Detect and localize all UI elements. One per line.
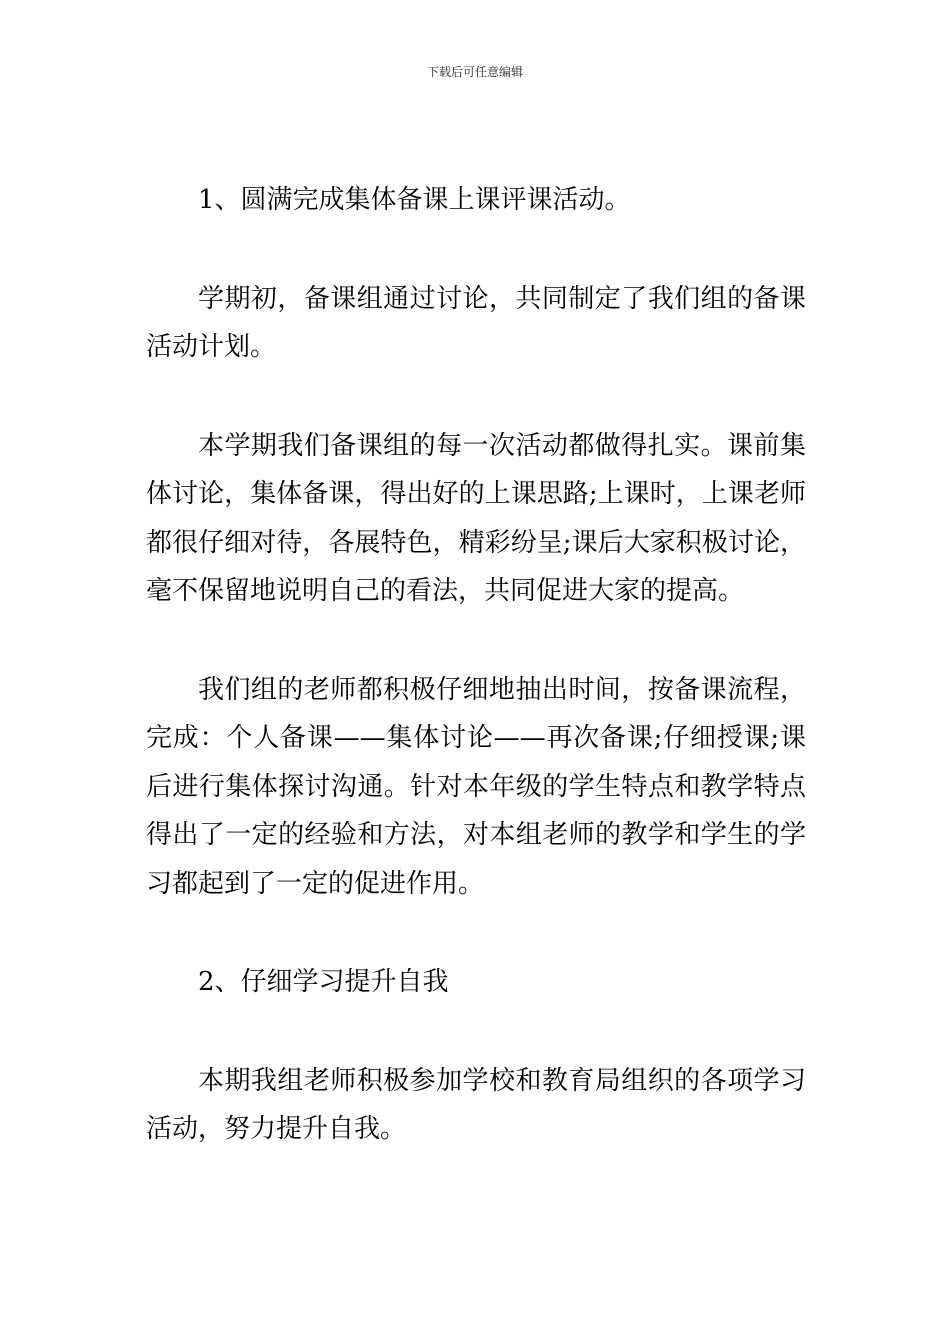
paragraph-process: 我们组的老师都积极仔细地抽出时间，按备课流程，完成：个人备课——集体讨论——再次备课;仔细授课;课后进行集体探讨沟通。针对本年级的学生特点和教学特点得出了一定的经验和方法，对本组老师的教学和学生的学习都起到了一定的促进作用。 (146, 674, 806, 899)
paragraph-plan: 学期初，备课组通过讨论，共同制定了我们组的备课活动计划。 (146, 283, 806, 362)
document-body (146, 176, 806, 1154)
paragraph-learning: 本期我组老师积极参加学校和教育局组织的各项学习活动，努力提升自我。 (146, 1065, 806, 1144)
section-heading-1: 1、圆满完成集体备课上课评课活动。 (198, 185, 631, 215)
section-heading-2: 2、仔细学习提升自我 (198, 967, 449, 997)
page-header: 下载后可任意编辑 (426, 65, 523, 79)
paragraph-activities: 本学期我们备课组的每一次活动都做得扎实。课前集体讨论，集体备课，得出好的上课思路;上课时，上课老师都很仔细对待，各展特色，精彩纷呈;课后大家积极讨论，毫不保留地说明自己的看法，共同促进大家的提高。 (146, 430, 806, 606)
